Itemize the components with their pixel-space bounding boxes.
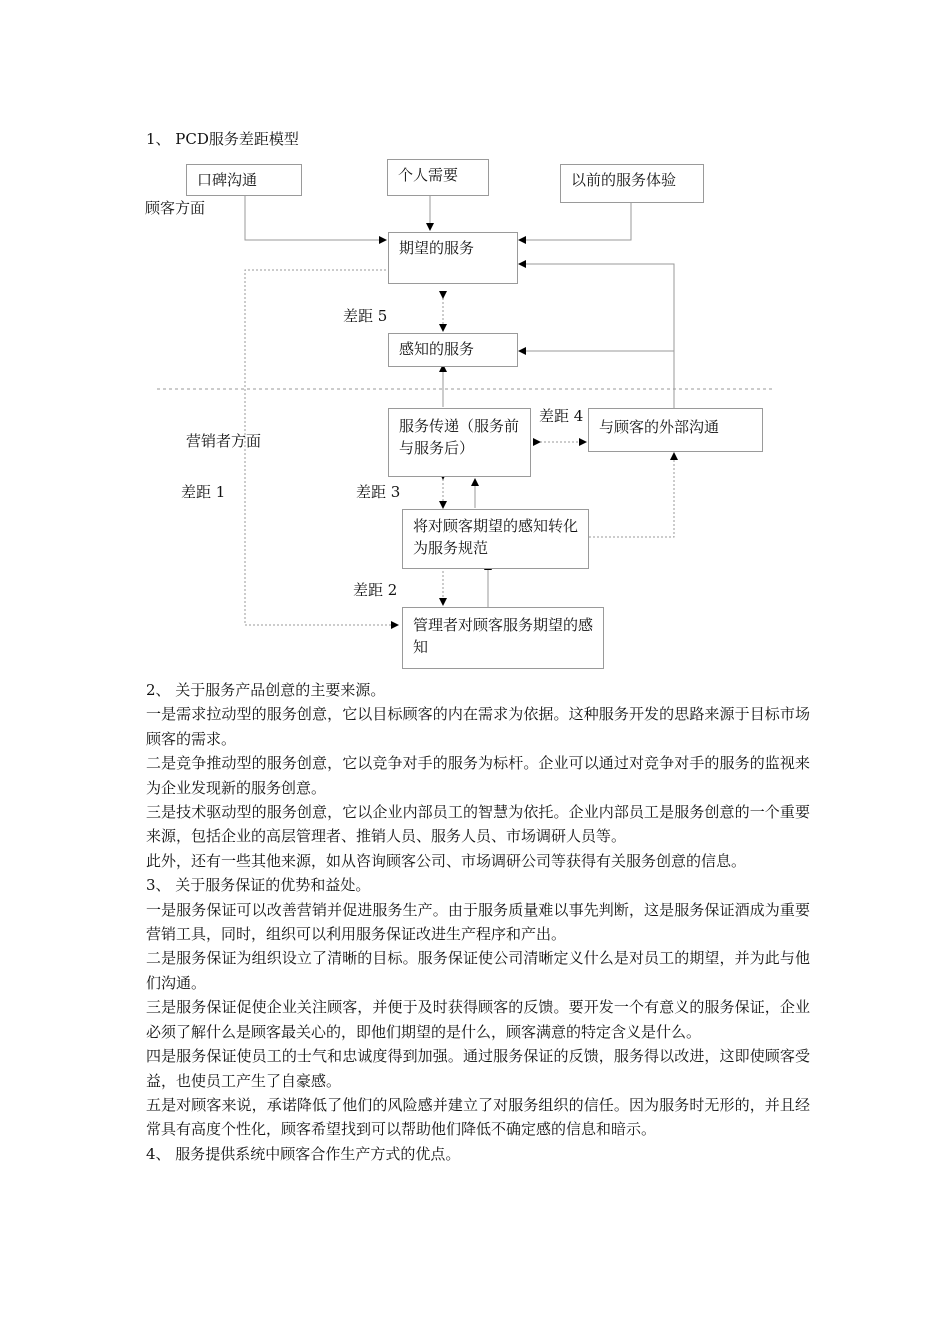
section-heading-pcd-model: 1、 PCD服务差距模型	[146, 130, 299, 148]
paragraph: 三是技术驱动型的服务创意，它以企业内部员工的智慧为依托。企业内部员工是服务创意的一个重要来源，包括企业的高层管理者、推销人员、服务人员、市场调研人员等。	[146, 803, 810, 846]
perceived-service-box: 感知的服务	[388, 333, 518, 367]
paragraph: 一是服务保证可以改善营销并促进服务生产。由于服务质量难以事先判断，这是服务保证酒成为重要营销工具，同时，组织可以利用服务保证改进生产程序和产出。	[146, 900, 810, 944]
past-experience-box: 以前的服务体验	[560, 164, 704, 203]
paragraph: 一是需求拉动型的服务创意，它以目标顾客的内在需求为依据。这种服务开发的思路来源于目标市场顾客的需求。	[146, 705, 810, 748]
marketer-side-label: 营销者方面	[186, 432, 262, 450]
gap-1-label: 差距 1	[181, 483, 226, 501]
expected-service-box: 期望的服务	[388, 232, 518, 284]
body-text	[146, 678, 810, 1166]
personal-needs-box: 个人需要	[387, 159, 489, 196]
management-perception-box: 管理者对顾客服务期望的感知	[402, 607, 604, 669]
paragraph: 二是竞争推动型的服务创意，它以竞争对手的服务为标杆。企业可以通过对竞争对手的服务的监视来为企业发现新的服务创意。	[146, 754, 810, 797]
consumer-side-label: 顾客方面	[145, 199, 206, 217]
gap-5-label: 差距 5	[343, 307, 388, 325]
paragraph: 四是服务保证使员工的士气和忠诚度得到加强。通过服务保证的反馈，服务得以改进，这即使顾客受益，也使员工产生了自豪感。	[146, 1047, 810, 1090]
section-heading-service-guarantee: 3、 关于服务保证的优势和益处。	[146, 876, 371, 895]
gap-2-label: 差距 2	[353, 581, 398, 599]
external-communication-box: 与顾客的外部沟通	[588, 408, 763, 452]
word-of-mouth-box: 口碑沟通	[186, 164, 302, 196]
service-delivery-box: 服务传递（服务前与服务后）	[388, 408, 531, 477]
section-heading-coproduction: 4、 服务提供系统中顾客合作生产方式的优点。	[146, 1144, 461, 1163]
gap-3-label: 差距 3	[356, 483, 401, 501]
service-specifications-box: 将对顾客期望的感知转化为服务规范	[402, 509, 589, 569]
section-heading-idea-sources: 2、 关于服务产品创意的主要来源。	[146, 681, 386, 699]
paragraph: 二是服务保证为组织设立了清晰的目标。服务保证使公司清晰定义什么是对员工的期望，并为此与他们沟通。	[146, 949, 810, 992]
paragraph: 三是服务保证促使企业关注顾客，并便于及时获得顾客的反馈。要开发一个有意义的服务保证，企业必须了解什么是顾客最关心的，即他们期望的是什么，顾客满意的特定含义是什么。	[146, 998, 810, 1041]
paragraph: 五是对顾客来说，承诺降低了他们的风险感并建立了对服务组织的信任。因为服务时无形的，并且经常具有高度个性化，顾客希望找到可以帮助他们降低不确定感的信息和暗示。	[146, 1095, 810, 1139]
paragraph: 此外，还有一些其他来源，如从咨询顾客公司、市场调研公司等获得有关服务创意的信息。	[146, 851, 747, 870]
gap-4-label: 差距 4	[539, 407, 584, 425]
